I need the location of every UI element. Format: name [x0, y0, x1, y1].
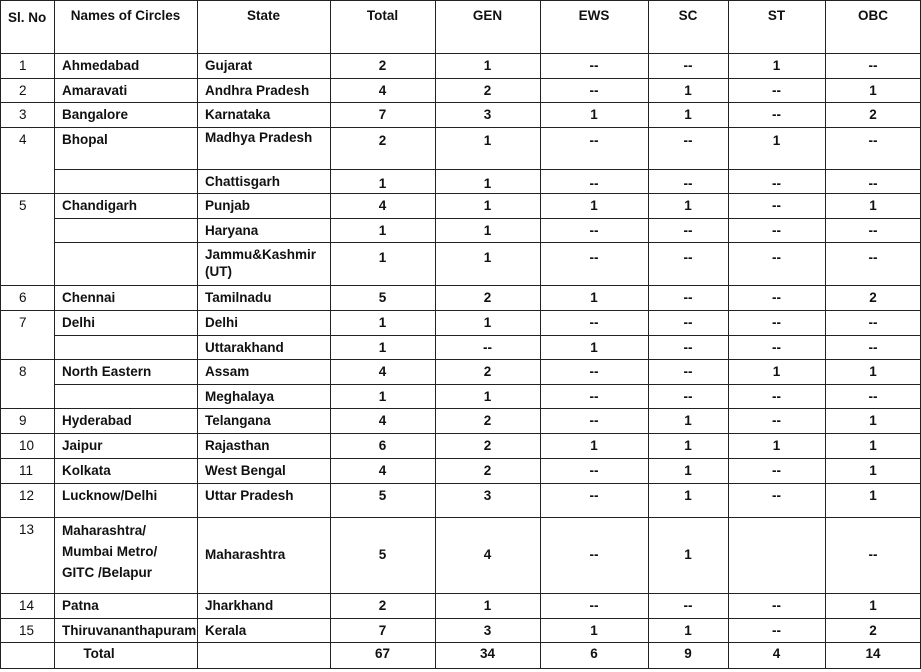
cell-sc: -- — [683, 133, 693, 148]
header-state: State — [246, 8, 280, 23]
header-total: Total — [366, 8, 399, 23]
column-divider — [54, 0, 55, 668]
cell-sc: -- — [683, 58, 693, 73]
cell-ews: -- — [589, 176, 599, 191]
sl-number: 11 — [19, 463, 34, 478]
cell-sc: -- — [683, 364, 693, 379]
cell-total: 2 — [378, 58, 387, 73]
state-name: Rajasthan — [205, 438, 270, 453]
cell-total: 5 — [378, 547, 387, 562]
cell-sc: 1 — [684, 438, 692, 453]
cell-total: 1 — [378, 389, 387, 404]
row-divider — [0, 78, 921, 79]
state-name: Haryana — [205, 223, 259, 238]
sl-number: 2 — [19, 83, 27, 98]
cell-gen: 2 — [483, 83, 492, 98]
cell-sc: 1 — [684, 413, 692, 428]
state-name: Uttarakhand — [205, 340, 284, 355]
row-divider — [54, 169, 921, 170]
cell-st: -- — [772, 83, 781, 98]
cell-st: -- — [772, 250, 781, 265]
cell-gen: 1 — [483, 598, 492, 613]
column-divider — [0, 0, 1, 668]
sl-number: 7 — [19, 315, 27, 330]
cell-ews: -- — [589, 83, 599, 98]
row-divider — [0, 310, 921, 311]
cell-obc: -- — [868, 176, 878, 191]
cell-ews: -- — [589, 133, 599, 148]
row-divider — [0, 53, 921, 54]
cell-sc: 1 — [684, 623, 692, 638]
state-name: West Bengal — [205, 463, 286, 478]
row-divider — [0, 517, 921, 518]
row-divider — [54, 384, 921, 385]
cell-ews: 1 — [590, 198, 598, 213]
cell-sc: 1 — [684, 547, 692, 562]
row-divider — [0, 127, 921, 128]
cell-obc: -- — [868, 250, 878, 265]
cell-ews: -- — [589, 58, 599, 73]
state-name: Uttar Pradesh — [205, 488, 294, 503]
cell-sc: -- — [683, 389, 693, 404]
cell-obc: 1 — [869, 598, 877, 613]
cell-obc: 1 — [869, 198, 877, 213]
circle-name: Thiruvananthapuram — [62, 623, 197, 638]
row-divider — [0, 458, 921, 459]
row-divider — [0, 102, 921, 103]
sl-number: 1 — [19, 58, 27, 73]
circle-name: Bangalore — [62, 107, 129, 122]
cell-total: 4 — [378, 83, 387, 98]
cell-sc: -- — [683, 340, 693, 355]
cell-total: 6 — [378, 438, 387, 453]
cell-total: 5 — [378, 290, 387, 305]
circle-name: Delhi — [62, 315, 96, 330]
circle-name: Patna — [62, 598, 99, 613]
cell-sc: 1 — [684, 107, 692, 122]
row-divider — [54, 218, 921, 219]
cell-ews: 1 — [590, 340, 598, 355]
cell-ews: 1 — [590, 107, 598, 122]
cell-obc: -- — [868, 340, 878, 355]
header-gen: GEN — [472, 8, 503, 23]
state-name: Maharashtra — [205, 547, 286, 562]
cell-obc: -- — [868, 547, 878, 562]
state-name: Karnataka — [205, 107, 271, 122]
state-name: Meghalaya — [205, 389, 275, 404]
state-name: Chattisgarh — [205, 174, 281, 189]
cell-sc: -- — [683, 176, 693, 191]
header-ews: EWS — [578, 8, 610, 23]
state-name: Punjab — [205, 198, 251, 213]
cell-total: 7 — [378, 623, 387, 638]
cell-st: -- — [772, 290, 781, 305]
header-sc: SC — [678, 8, 698, 23]
circle-name: Jaipur — [62, 438, 103, 453]
cell-gen: 4 — [483, 547, 492, 562]
cell-obc: 1 — [869, 463, 877, 478]
state-name: Jammu&Kashmir (UT) — [205, 247, 317, 279]
sl-number: 10 — [19, 438, 35, 453]
cell-obc: -- — [868, 133, 878, 148]
cell-total: 4 — [378, 198, 387, 213]
cell-total: 1 — [378, 176, 387, 191]
cell-st: -- — [772, 315, 781, 330]
state-name: Assam — [205, 364, 250, 379]
cell-st: -- — [772, 107, 781, 122]
cell-gen: 2 — [483, 413, 492, 428]
circle-name: Ahmedabad — [62, 58, 140, 73]
cell-total: 4 — [378, 463, 387, 478]
circle-name: Kolkata — [62, 463, 111, 478]
cell-ews: 1 — [590, 623, 598, 638]
cell-sc: -- — [683, 250, 693, 265]
cell-ews: -- — [589, 488, 599, 503]
cell-st: 1 — [772, 58, 781, 73]
cell-total: 2 — [378, 133, 387, 148]
total-ews: 6 — [590, 646, 598, 661]
cell-ews: -- — [589, 315, 599, 330]
cell-gen: 2 — [483, 290, 492, 305]
total-st: 4 — [772, 646, 781, 661]
cell-total: 5 — [378, 488, 387, 503]
state-name: Tamilnadu — [205, 290, 272, 305]
circle-name: Lucknow/Delhi — [62, 488, 158, 503]
header-obc: OBC — [858, 8, 888, 23]
state-name: Delhi — [205, 315, 239, 330]
circle-name: Chennai — [62, 290, 116, 305]
cell-obc: 2 — [869, 623, 877, 638]
total-obc: 14 — [865, 646, 881, 661]
cell-st: -- — [772, 340, 781, 355]
state-name: Andhra Pradesh — [205, 83, 310, 98]
cell-sc: -- — [683, 223, 693, 238]
cell-st: -- — [772, 463, 781, 478]
state-name: Gujarat — [205, 58, 253, 73]
sl-number: 4 — [19, 132, 27, 147]
cell-st: -- — [772, 198, 781, 213]
cell-ews: -- — [589, 598, 599, 613]
total-gen: 34 — [479, 646, 496, 661]
cell-ews: -- — [589, 389, 599, 404]
cell-total: 4 — [378, 364, 387, 379]
cell-obc: 1 — [869, 488, 877, 503]
cell-obc: -- — [868, 315, 878, 330]
cell-st: -- — [772, 623, 781, 638]
cell-total: 7 — [378, 107, 387, 122]
cell-st: 1 — [772, 133, 781, 148]
cell-gen: 1 — [483, 315, 492, 330]
cell-gen: 2 — [483, 438, 492, 453]
sl-number: 15 — [19, 623, 35, 638]
cell-total: 1 — [378, 340, 387, 355]
sl-number: 13 — [19, 522, 35, 537]
total-label: Total — [83, 646, 115, 661]
cell-gen: 3 — [483, 107, 492, 122]
cell-ews: -- — [589, 223, 599, 238]
cell-ews: -- — [589, 364, 599, 379]
header-circle: Names of Circles — [70, 8, 181, 23]
circle-name: Hyderabad — [62, 413, 132, 428]
cell-sc: -- — [683, 315, 693, 330]
cell-total: 1 — [378, 315, 387, 330]
cell-gen: 1 — [483, 133, 492, 148]
state-name: Kerala — [205, 623, 247, 638]
cell-st: -- — [772, 488, 781, 503]
cell-ews: 1 — [590, 290, 598, 305]
row-divider — [0, 408, 921, 409]
row-divider — [0, 359, 921, 360]
cell-total: 1 — [378, 250, 387, 265]
sl-number: 6 — [19, 290, 27, 305]
row-divider — [0, 618, 921, 619]
cell-sc: -- — [683, 598, 693, 613]
header-st: ST — [767, 8, 786, 23]
cell-ews: -- — [589, 463, 599, 478]
cell-gen: 1 — [483, 223, 492, 238]
header-sl-no: Sl. No — [8, 10, 47, 25]
row-divider — [0, 593, 921, 594]
row-divider — [0, 0, 921, 1]
circle-name: North Eastern — [62, 364, 152, 379]
cell-st: -- — [772, 389, 781, 404]
cell-obc: 1 — [869, 438, 877, 453]
cell-st: 1 — [772, 438, 781, 453]
state-name: Jharkhand — [205, 598, 274, 613]
cell-total: 1 — [378, 223, 387, 238]
row-divider — [0, 285, 921, 286]
cell-gen: 3 — [483, 623, 492, 638]
cell-gen: 1 — [483, 198, 492, 213]
cell-total: 2 — [378, 598, 387, 613]
sl-number: 12 — [19, 488, 35, 503]
cell-st: -- — [772, 598, 781, 613]
cell-st: -- — [772, 176, 781, 191]
cell-gen: 1 — [483, 176, 492, 191]
cell-obc: 2 — [869, 107, 877, 122]
row-divider — [0, 433, 921, 434]
sl-number: 14 — [19, 598, 35, 613]
row-divider — [54, 242, 921, 243]
cell-obc: -- — [868, 223, 878, 238]
cell-gen: 1 — [483, 389, 492, 404]
cell-obc: -- — [868, 58, 878, 73]
cell-gen: 1 — [483, 250, 492, 265]
cell-sc: 1 — [684, 198, 692, 213]
column-divider — [197, 0, 198, 668]
cell-ews: -- — [589, 250, 599, 265]
cell-gen: 3 — [483, 488, 492, 503]
cell-total: 4 — [378, 413, 387, 428]
cell-sc: 1 — [684, 488, 692, 503]
cell-ews: -- — [589, 413, 599, 428]
circle-name: Maharashtra/ Mumbai Metro/ GITC /Belapur — [62, 523, 158, 580]
cell-ews: 1 — [590, 438, 598, 453]
circle-name: Bhopal — [62, 132, 108, 147]
cell-sc: 1 — [684, 463, 692, 478]
cell-gen: 1 — [483, 58, 492, 73]
total-sc: 9 — [684, 646, 692, 661]
cell-sc: 1 — [684, 83, 692, 98]
cell-sc: -- — [683, 290, 693, 305]
row-divider — [0, 483, 921, 484]
cell-obc: 2 — [869, 290, 877, 305]
sl-number: 8 — [19, 364, 27, 379]
state-name: Telangana — [205, 413, 271, 428]
cell-st: 1 — [772, 364, 781, 379]
cell-st: -- — [772, 223, 781, 238]
total-total: 67 — [374, 646, 391, 661]
cell-gen: -- — [483, 340, 492, 355]
cell-gen: 2 — [483, 463, 492, 478]
row-divider — [54, 335, 921, 336]
sl-number: 9 — [19, 413, 27, 428]
cell-obc: -- — [868, 389, 878, 404]
cell-obc: 1 — [869, 83, 877, 98]
state-name: Madhya Pradesh — [205, 130, 313, 145]
sl-number: 5 — [19, 198, 27, 213]
sl-number: 3 — [19, 107, 27, 122]
cell-obc: 1 — [869, 364, 877, 379]
cell-ews: -- — [589, 547, 599, 562]
row-divider — [0, 642, 921, 643]
row-divider — [0, 668, 921, 669]
cell-gen: 2 — [483, 364, 492, 379]
cell-obc: 1 — [869, 413, 877, 428]
circle-name: Chandigarh — [62, 198, 138, 213]
circle-name: Amaravati — [62, 83, 128, 98]
cell-st: -- — [772, 413, 781, 428]
